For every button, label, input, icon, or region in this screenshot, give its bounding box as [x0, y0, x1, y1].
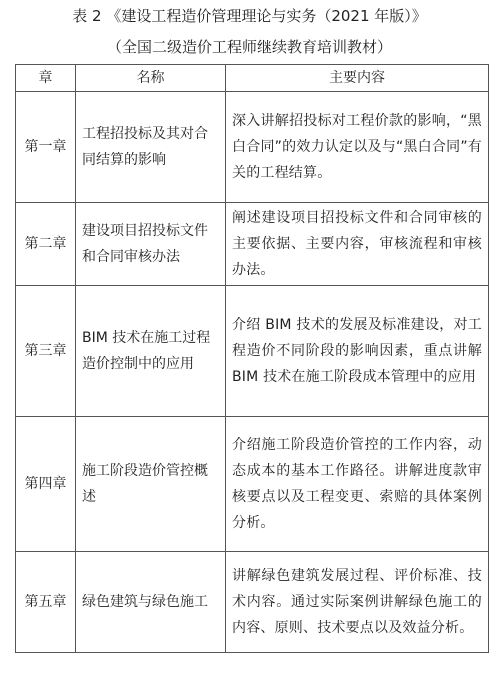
- name-cell: 工程招投标及其对合同结算的影响: [76, 92, 226, 203]
- content-cell: 介绍施工阶段造价管控的工作内容，动态成本的基本工作路径。讲解进度款审核要点以及工程变更、索赔的具体案例分析。: [226, 417, 489, 552]
- table-row: [16, 552, 489, 653]
- table-row: [16, 92, 489, 203]
- chapter-cell: 第二章: [16, 203, 76, 286]
- content-cell: 介绍 BIM 技术的发展及标准建设，对工程造价不同阶段的影响因素，重点讲解 BIM 技术在施工阶段成本管理中的应用: [226, 286, 489, 417]
- table-row: [16, 286, 489, 417]
- name-cell: 建设项目招投标文件和合同审核办法: [76, 203, 226, 286]
- chapter-cell: 第一章: [16, 92, 76, 203]
- content-cell: 阐述建设项目招投标文件和合同审核的主要依据、主要内容，审核流程和审核办法。: [226, 203, 489, 286]
- table-row: [16, 417, 489, 552]
- name-cell: BIM 技术在施工过程造价控制中的应用: [76, 286, 226, 417]
- name-cell: 施工阶段造价管控概述: [76, 417, 226, 552]
- chapter-cell: 第四章: [16, 417, 76, 552]
- content-cell: 讲解绿色建筑发展过程、评价标准、技术内容。通过实际案例讲解绿色施工的内容、原则、技术要点以及效益分析。: [226, 552, 489, 653]
- name-cell: 绿色建筑与绿色施工: [76, 552, 226, 653]
- table-title: 表 2 《建设工程造价管理理论与实务（2021 年版）》: [72, 7, 427, 25]
- table-row: [16, 203, 489, 286]
- content-cell: 深入讲解招投标对工程价款的影响，“黑白合同”的效力认定以及与“黑白合同”有关的工程结算。: [226, 92, 489, 203]
- chapter-cell: 第三章: [16, 286, 76, 417]
- header-content: 主要内容: [226, 65, 489, 92]
- header-name: 名称: [76, 65, 226, 92]
- chapter-cell: 第五章: [16, 552, 76, 653]
- table-subtitle: （全国二级造价工程师继续教育培训教材）: [106, 38, 392, 56]
- header-chapter: 章: [16, 65, 76, 92]
- header-row: [16, 65, 489, 92]
- course-content-table: [15, 64, 489, 653]
